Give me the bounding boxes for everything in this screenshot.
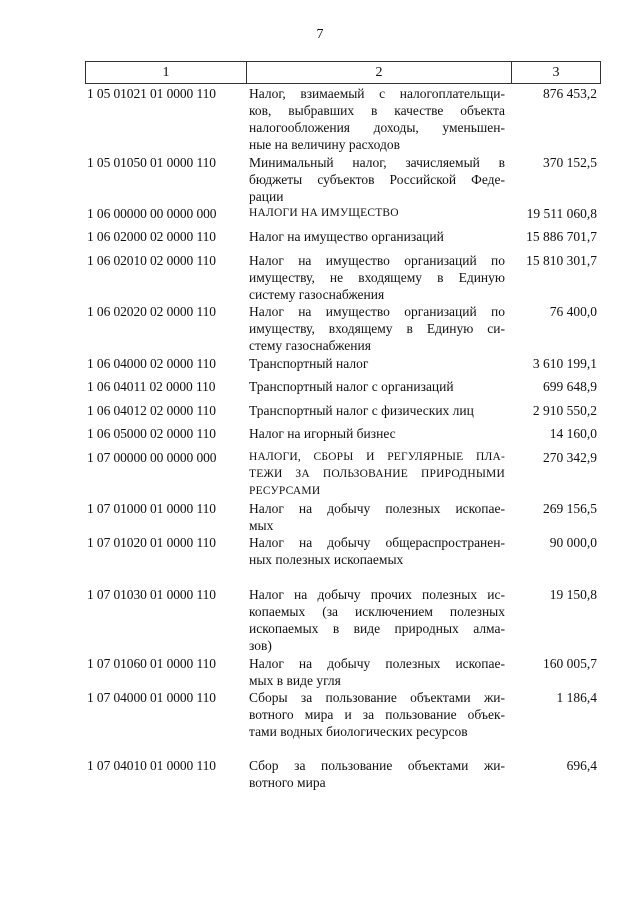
budget-code: 1 06 04000 02 0000 110	[87, 356, 216, 371]
revenue-name-line: ные на величину расходов	[249, 137, 401, 152]
budget-code: 1 07 01030 01 0000 110	[87, 587, 216, 602]
header-col-3: 3	[552, 64, 560, 80]
page-number: 7	[316, 27, 324, 42]
revenue-name	[249, 757, 505, 791]
revenue-name	[249, 534, 505, 568]
revenue-name-line: копаемых (за исключением полезных	[249, 604, 505, 619]
revenue-name-line: ков, выбравших в качестве объекта	[249, 103, 505, 118]
revenue-name-line: мых в виде угля	[249, 673, 341, 688]
revenue-name-line: Налог на добычу полезных ископае-	[249, 656, 505, 671]
revenue-name	[249, 252, 505, 303]
revenue-name-line: имуществу, не входящему в Единую	[249, 270, 505, 285]
budget-code: 1 06 00000 00 0000 000	[87, 206, 217, 221]
amount: 90 000,0	[549, 535, 597, 550]
revenue-name-line: мых	[249, 518, 274, 533]
budget-code: 1 07 00000 00 0000 000	[87, 450, 217, 465]
amount: 270 342,9	[543, 450, 597, 465]
revenue-name	[249, 586, 505, 654]
budget-code: 1 07 01060 01 0000 110	[87, 656, 216, 671]
revenue-name	[249, 154, 505, 205]
amount: 3 610 199,1	[532, 356, 597, 371]
budget-code: 1 06 02000 02 0000 110	[87, 229, 216, 244]
budget-code: 1 07 01020 01 0000 110	[87, 535, 216, 550]
budget-code: 1 06 02020 02 0000 110	[87, 304, 216, 319]
budget-code: 1 06 05000 02 0000 110	[87, 426, 216, 441]
revenue-name-line: Минимальный налог, зачисляемый в	[249, 155, 505, 170]
amount: 76 400,0	[549, 304, 597, 319]
budget-code: 1 05 01050 01 0000 110	[87, 155, 216, 170]
revenue-name-line: Налог на игорный бизнес	[249, 426, 396, 441]
revenue-name	[249, 655, 505, 689]
revenue-name-line: Сбор за пользование объектами жи-	[249, 758, 505, 773]
table-header	[85, 61, 601, 84]
revenue-name-line: Налог на имущество организаций по	[249, 253, 505, 268]
revenue-name-line: систему газоснабжения	[249, 287, 385, 302]
revenue-name	[249, 85, 505, 153]
revenue-name	[249, 500, 505, 534]
revenue-name	[249, 402, 505, 419]
budget-code: 1 07 04000 01 0000 110	[87, 690, 216, 705]
revenue-name	[249, 378, 505, 395]
revenue-name-line: Транспортный налог с физических лиц	[249, 403, 474, 418]
amount: 370 152,5	[543, 155, 597, 170]
amount: 19 511 060,8	[526, 206, 597, 221]
revenue-name-line: зов)	[249, 638, 272, 653]
revenue-name-line: НАЛОГИ, СБОРЫ И РЕГУЛЯРНЫЕ ПЛА-	[249, 451, 505, 463]
revenue-name-line: Транспортный налог с организаций	[249, 379, 454, 394]
amount: 876 453,2	[543, 86, 597, 101]
revenue-name-line: имуществу, входящему в Единую си-	[249, 321, 505, 336]
revenue-name-line: Налог на добычу общераспространен-	[249, 535, 505, 550]
revenue-name-line: налогообложения доходы, уменьшен-	[249, 120, 505, 135]
budget-code: 1 06 02010 02 0000 110	[87, 253, 216, 268]
revenue-name	[249, 449, 505, 500]
header-col-2: 2	[247, 62, 512, 83]
revenue-name-line: Налог, взимаемый с налогоплательщи-	[249, 86, 505, 101]
revenue-name-line: стему газоснабжения	[249, 338, 371, 353]
revenue-name-line: ных полезных ископаемых	[249, 552, 404, 567]
revenue-name-line: ископаемых в виде природных алма-	[249, 621, 505, 636]
amount: 1 186,4	[556, 690, 597, 705]
revenue-name-line: Налог на имущество организаций по	[249, 304, 505, 319]
header-col-1: 1	[86, 62, 247, 83]
amount: 696,4	[566, 758, 597, 773]
amount: 269 156,5	[543, 501, 597, 516]
amount: 2 910 550,2	[532, 403, 597, 418]
amount: 699 648,9	[543, 379, 597, 394]
revenue-name-line: тами водных биологических ресурсов	[249, 724, 468, 739]
revenue-name	[249, 205, 505, 222]
revenue-name	[249, 303, 505, 354]
budget-code: 1 07 04010 01 0000 110	[87, 758, 216, 773]
budget-code: 1 07 01000 01 0000 110	[87, 501, 216, 516]
budget-code: 1 06 04011 02 0000 110	[87, 379, 216, 394]
revenue-name-line: Налог на добычу прочих полезных ис-	[249, 587, 505, 602]
revenue-name	[249, 425, 505, 442]
revenue-name	[249, 689, 505, 740]
revenue-name-line: рации	[249, 189, 284, 204]
revenue-name-line: вотного мира	[249, 775, 326, 790]
amount: 15 886 701,7	[526, 229, 597, 244]
budget-code: 1 05 01021 01 0000 110	[87, 86, 216, 101]
revenue-name-line: РЕСУРСАМИ	[249, 485, 321, 497]
revenue-name-line: бюджеты субъектов Российской Феде-	[249, 172, 505, 187]
revenue-name-line: ТЕЖИ ЗА ПОЛЬЗОВАНИЕ ПРИРОДНЫМИ	[249, 468, 505, 480]
revenue-name-line: Сборы за пользование объектами жи-	[249, 690, 505, 705]
revenue-name-line: НАЛОГИ НА ИМУЩЕСТВО	[249, 207, 399, 219]
revenue-name-line: Налог на имущество организаций	[249, 229, 444, 244]
revenue-name	[249, 228, 505, 245]
amount: 19 150,8	[549, 587, 597, 602]
budget-code: 1 06 04012 02 0000 110	[87, 403, 216, 418]
revenue-name	[249, 355, 505, 372]
revenue-name-line: Налог на добычу полезных ископае-	[249, 501, 505, 516]
amount: 14 160,0	[549, 426, 597, 441]
amount: 160 005,7	[543, 656, 597, 671]
amount: 15 810 301,7	[526, 253, 597, 268]
revenue-name-line: вотного мира и за пользование объек-	[249, 707, 505, 722]
revenue-name-line: Транспортный налог	[249, 356, 369, 371]
